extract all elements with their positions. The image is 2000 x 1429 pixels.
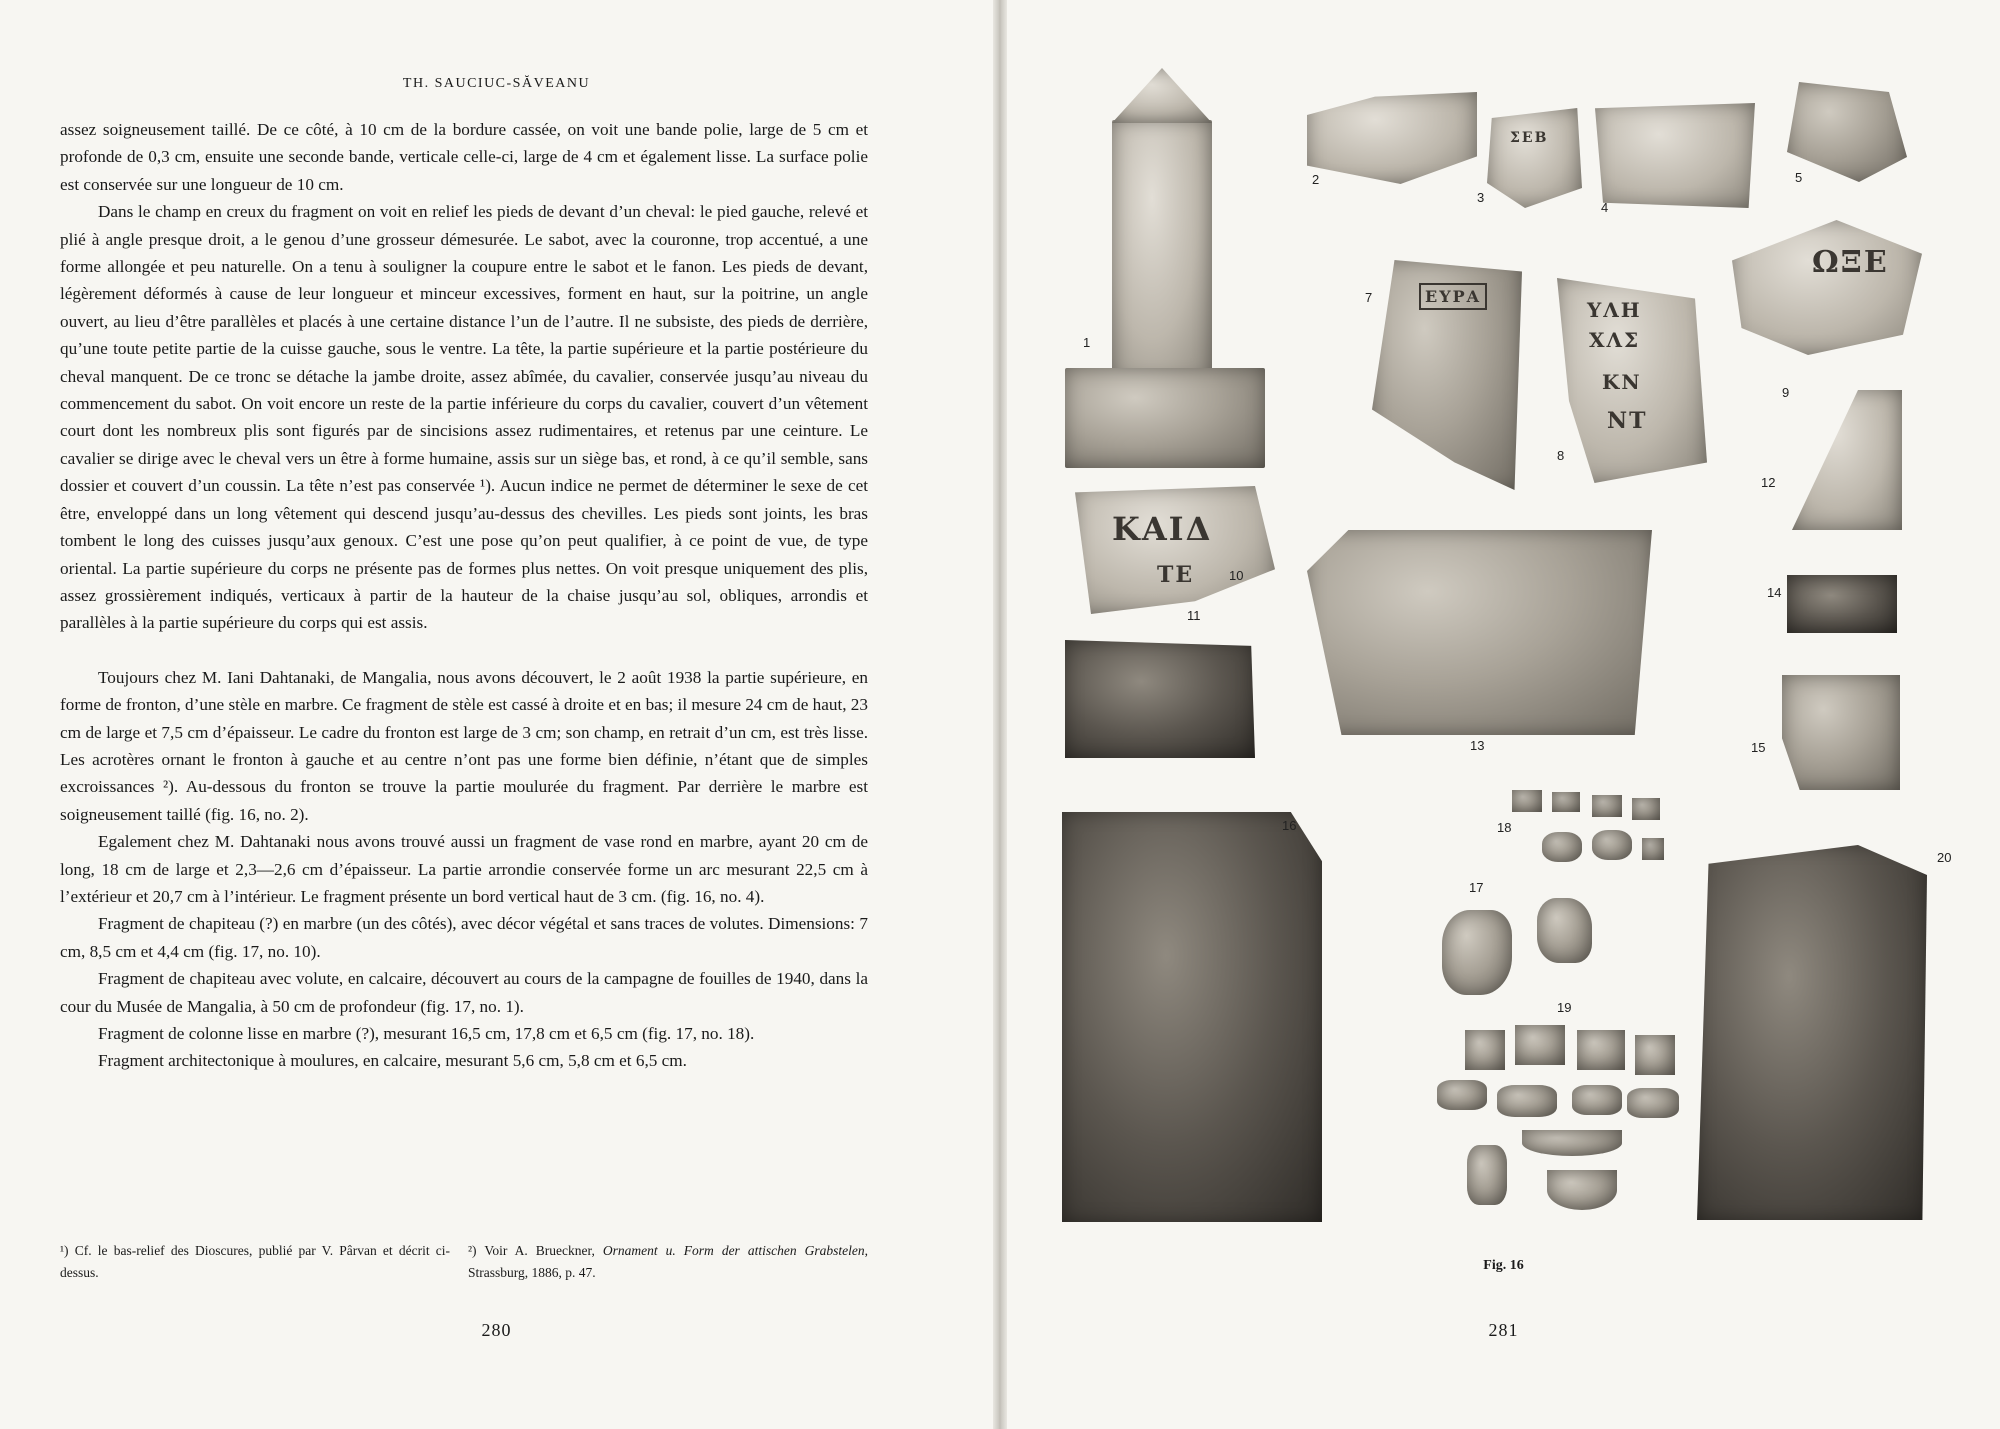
fragment-18d — [1632, 798, 1660, 820]
fragment-5 — [1787, 82, 1907, 182]
book-gutter — [993, 0, 1007, 1429]
fragment-8-inscription-line-2: ΧΛΣ — [1589, 328, 1641, 352]
fragment-19b — [1515, 1025, 1565, 1065]
fragment-8-inscription-line-1: ΥΛΗ — [1587, 298, 1642, 322]
fragment-label-19: 19 — [1557, 1000, 1572, 1015]
fragment-10-inscription-line-2: ΤΕ — [1157, 562, 1195, 588]
fragment-15 — [1782, 675, 1900, 790]
fragment-label-18: 18 — [1497, 820, 1512, 835]
fragment-18b — [1552, 792, 1580, 812]
left-page — [0, 0, 993, 1429]
running-head: TH. SAUCIUC-SĂVEANU — [402, 76, 591, 91]
fragment-label-5: 5 — [1795, 170, 1803, 185]
fragment-10-inscription-line-1: ΚΑΙΔ — [1112, 510, 1213, 548]
fragment-label-17: 17 — [1469, 880, 1484, 895]
page-number: 281 — [1488, 1320, 1519, 1340]
footnote-2-prefix: ²) Voir A. Brueckner, — [468, 1243, 603, 1258]
fragment-19c — [1577, 1030, 1625, 1070]
fragment-9-inscription: ΩΞΕ — [1812, 245, 1889, 280]
fragment-18f — [1592, 830, 1632, 860]
paragraph: assez soigneusement taillé. De ce côté, à 10 cm de la bordure cassée, on voit une bande polie, large de 5 cm et profonde de 0,3 cm, ensuite une seconde bande, verticale celle-ci, large de 4 cm et également lisse. La surface polie est conservée sur une longueur de 10 cm. — [60, 120, 868, 194]
paragraph: Fragment de chapiteau avec volute, en calcaire, découvert au cours de la campagne de fouilles de 1940, dans la cour du Musée de Mangalia, à 50 cm de profondeur (fig. 17, no. 1). — [60, 969, 868, 1016]
fragment-19d — [1635, 1035, 1675, 1075]
fragment-20 — [1697, 845, 1927, 1220]
fragment-label-16: 16 — [1282, 818, 1297, 833]
fragment-13 — [1792, 390, 1902, 530]
fragment-label-7: 7 — [1365, 290, 1373, 305]
fragment-11 — [1065, 640, 1255, 758]
paragraph: Fragment de chapiteau (?) en marbre (un des côtés), avec décor végétal et sans traces de volutes. Dimensions: 7 cm, 8,5 cm et 4,4 cm (fig. 17, no. 10). — [60, 914, 868, 961]
fragment-19k — [1547, 1170, 1617, 1210]
fragment-18g — [1642, 838, 1664, 860]
fragment-14 — [1787, 575, 1897, 633]
paragraph: Dans le champ en creux du fragment on voit en relief les pieds de devant d’un cheval: le pied gauche, relevé et plié à angle presque droit, a le genou d’une grosseur démesurée. Le sabot, avec la couronne, trop accentué, a une forme allongée et peu naturelle. On a tenu à souligner la coupure entre le sabot et le fanon. Les pieds de devant, légèrement déformés à cause de leur longueur et minceur excessives, forment en haut, sur la poitrine, un angle ouvert, au lieu d’être parallèles et placés à une certaine distance l’un de l’autre. Il ne subsiste, des pieds de derrière, qu’une toute petite partie de la cuisse gauche, sous le ventre. La tête, la partie supérieure et la partie postérieure du cheval manquent. De ce tronc se détache la jambe droite, assez abîmée, du cavalier, conservée jusqu’au niveau du commencement du sabot. On voit encore un reste de la partie inférieure du corps du cavalier, couvert d’un vêtement court dont les nombreux plis sont figurés par de sincisions assez rudimentaires, et retenus par une ceinture. Le cavalier se dirige avec le cheval vers un être à forme humaine, assis sur un siège bas, et rond, à ce qu’il semble, sans dossier et couvert d’un coussin. La tête n’est pas conservée ¹). Aucun indice ne permet de déterminer le sexe de cet être, enveloppé dans un long vêtement qui descend jusqu’au-dessus des chevilles. Les pieds sont joints, les bras tombent le long des cuisses jusqu’aux genoux. C’est une pose qu’on peut qualifier, à ce point de vue, de type oriental. La partie supérieure du corps ne présente pas de formes plus nettes. On voit presque uniquement des plis, assez grossièrement indiqués, verticaux à partir de la hauteur de la chaise jusqu’au sol, obliques, arrondis et parallèles à la partie supérieure du corps qui est assis. — [60, 202, 868, 633]
fragment-8-inscription-line-3: ΚΝ — [1602, 370, 1642, 394]
right-page — [1007, 0, 2000, 1429]
fragment-label-8: 8 — [1557, 448, 1565, 463]
fragment-3-inscription: ΣΕΒ — [1510, 130, 1549, 146]
fragment-1-stele — [1112, 120, 1212, 380]
fragment-label-10: 10 — [1229, 568, 1244, 583]
paragraph: Toujours chez M. Iani Dahtanaki, de Mangalia, nous avons découvert, le 2 août 1938 la partie supérieure, en forme de fronton, d’une stèle en marbre. Ce fragment de stèle est cassé à droite et en bas; il mesure 24 cm de haut, 23 cm de large et 7,5 cm d’épaisseur. Le cadre du fronton est large de 3 cm; son champ, en retrait d’un cm, est très lisse. Les acrotères ornant le fronton à gauche et au centre n’ont pas une forme bien définie, n’étant que de simples excroissances ²). Au-dessous du fronton se trouve la partie moulurée du fragment. Par derrière le marbre est soigneusement taillé (fig. 16, no. 2). — [60, 667, 868, 824]
fragment-19g — [1572, 1085, 1622, 1115]
fragment-label-15: 15 — [1751, 740, 1766, 755]
fragment-12 — [1307, 530, 1652, 735]
fragment-label-3: 3 — [1477, 190, 1485, 205]
fragment-18a — [1512, 790, 1542, 812]
fragment-19j — [1467, 1145, 1507, 1205]
paragraph: Egalement chez M. Dahtanaki nous avons trouvé aussi un fragment de vase rond en marbre, ayant 20 cm de long, 18 cm de large et 2,3—2,6 cm d’épaisseur. La partie arrondie conservée forme un arc mesurant 22,5 cm à l’extérieur et 20,7 cm à l’intérieur. Le fragment présente un bord vertical haut de 3 cm. (fig. 16, no. 4). — [60, 832, 868, 906]
fragment-label-9: 9 — [1782, 385, 1790, 400]
footnotes — [60, 1240, 868, 1284]
body-text — [60, 116, 868, 1075]
fragment-18c — [1592, 795, 1622, 817]
fragment-17 — [1442, 910, 1512, 995]
fragment-2 — [1307, 92, 1477, 184]
fragment-19e — [1437, 1080, 1487, 1110]
page-number: 280 — [481, 1320, 512, 1340]
paragraph: Fragment de colonne lisse en marbre (?), mesurant 16,5 cm, 17,8 cm et 6,5 cm (fig. 17, no. 18). — [98, 1024, 755, 1043]
fragment-7-inscription: ΕΥΡΑ — [1419, 283, 1487, 310]
fragment-label-2: 2 — [1312, 172, 1320, 187]
fragment-10 — [1075, 486, 1275, 614]
fragment-19f — [1497, 1085, 1557, 1117]
fragment-1-pediment — [1112, 68, 1212, 123]
fragment-label-13: 12 — [1761, 475, 1776, 490]
fragment-label-4: 4 — [1601, 200, 1609, 215]
footnote-1: ¹) Cf. le bas-relief des Dioscures, publié par V. Pârvan et décrit ci-dessus. — [60, 1243, 450, 1280]
fragment-label-1: 1 — [1083, 335, 1091, 350]
fragment-label-14: 14 — [1767, 585, 1782, 600]
fragment-4 — [1595, 103, 1755, 208]
fragment-19a — [1465, 1030, 1505, 1070]
fragment-17b — [1537, 898, 1592, 963]
fragment-19h — [1627, 1088, 1679, 1118]
figure-caption: Fig. 16 — [1483, 1258, 1524, 1273]
fragment-label-11: 11 — [1187, 608, 1201, 623]
footnote-2-suffix: , Strassburg, 1886, p. 47. — [468, 1243, 868, 1280]
figure-plate — [1007, 0, 2000, 1300]
fragment-9 — [1732, 220, 1922, 355]
fragment-16-relief — [1062, 812, 1322, 1222]
footnote-2 — [468, 1240, 868, 1284]
fragment-label-12: 13 — [1470, 738, 1485, 753]
fragment-19i — [1522, 1130, 1622, 1156]
fragment-3 — [1487, 108, 1582, 208]
paragraph: Fragment architectonique à moulures, en calcaire, mesurant 5,6 cm, 5,8 cm et 6,5 cm. — [98, 1051, 687, 1071]
fragment-label-20: 20 — [1937, 850, 1952, 865]
fragment-18e — [1542, 832, 1582, 862]
footnote-2-title: Ornament u. Form der attischen Grabstelen — [602, 1243, 865, 1258]
fragment-1-base — [1065, 368, 1265, 468]
fragment-8-inscription-line-4: ΝΤ — [1607, 408, 1648, 434]
